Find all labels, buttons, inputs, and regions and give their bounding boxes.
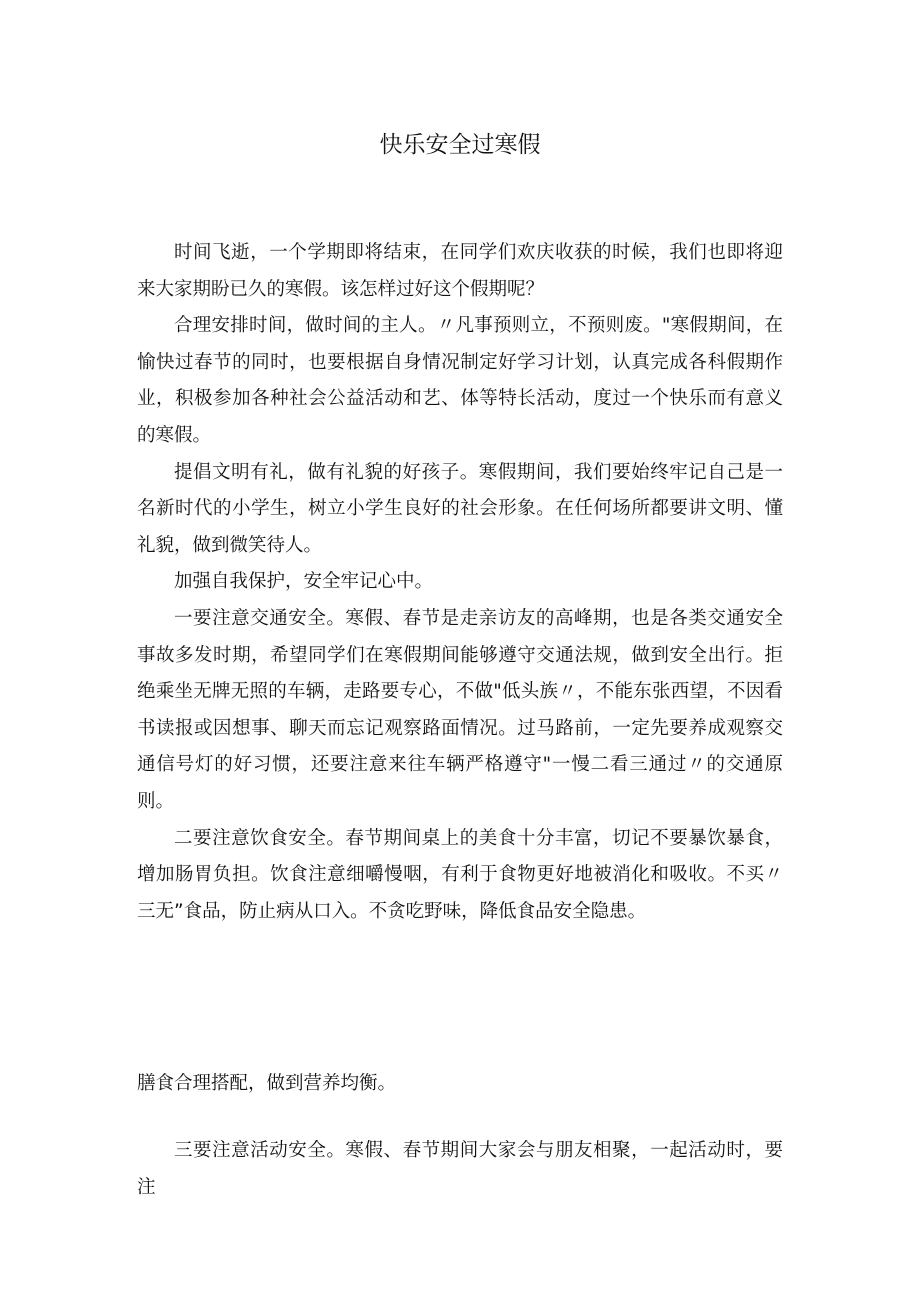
paragraph-food-safety: 二要注意饮食安全。春节期间桌上的美食十分丰富，切记不要暴饮暴食，增加肠胃负担。饮食注意细嚼慢咽，有利于食物更好地被消化和吸收。不买〃三无”食品，防止病从口入。不贪吃野味，降低食品安全隐患。: [137, 827, 783, 922]
document-body: [137, 235, 783, 930]
paragraph-traffic-safety: 一要注意交通安全。寒假、春节是走亲访友的高峰期，也是各类交通安全事故多发时期，希望同学们在寒假期间能够遵守交通法规，做到安全出行。拒绝乘坐无牌无照的车辆，走路要专心，不做"低头族〃，不能东张西望，不因看书读报或因想事、聊天而忘记观察路面情况。过马路前，一定先要养成观察交通信号灯的好习惯，还要注意来往车辆严格遵守"一慢二看三通过〃的交通原则。: [137, 607, 783, 812]
paragraph-intro: 时间飞逝，一个学期即将结束，在同学们欢庆收获的时候，我们也即将迎来大家期盼已久的寒假。该怎样过好这个假期呢？: [137, 242, 783, 300]
paragraph-time-management: 合理安排时间，做时间的主人。〃凡事预则立，不预则废。"寒假期间，在愉快过春节的同时，也要根据自身情况制定好学习计划，认真完成各科假期作业，积极参加各种社会公益活动和艺、体等特长活动，度过一个快乐而有意义的寒假。: [137, 315, 783, 446]
paragraph-self-protection: 加强自我保护，安全牢记心中。: [174, 571, 434, 593]
document-title: 快乐安全过寒假: [379, 132, 541, 158]
paragraph-balanced-diet: 膳食合理搭配，做到营养均衡。: [137, 1073, 397, 1094]
paragraph-civility: 提倡文明有礼，做有礼貌的好孩子。寒假期间，我们要始终牢记自己是一名新时代的小学生，树立小学生良好的社会形象。在任何场所都要讲文明、懂礼貌，做到微笑待人。: [137, 461, 783, 556]
paragraph-activity-safety: 三要注意活动安全。寒假、春节期间大家会与朋友相聚，一起活动时，要注: [137, 1140, 783, 1198]
